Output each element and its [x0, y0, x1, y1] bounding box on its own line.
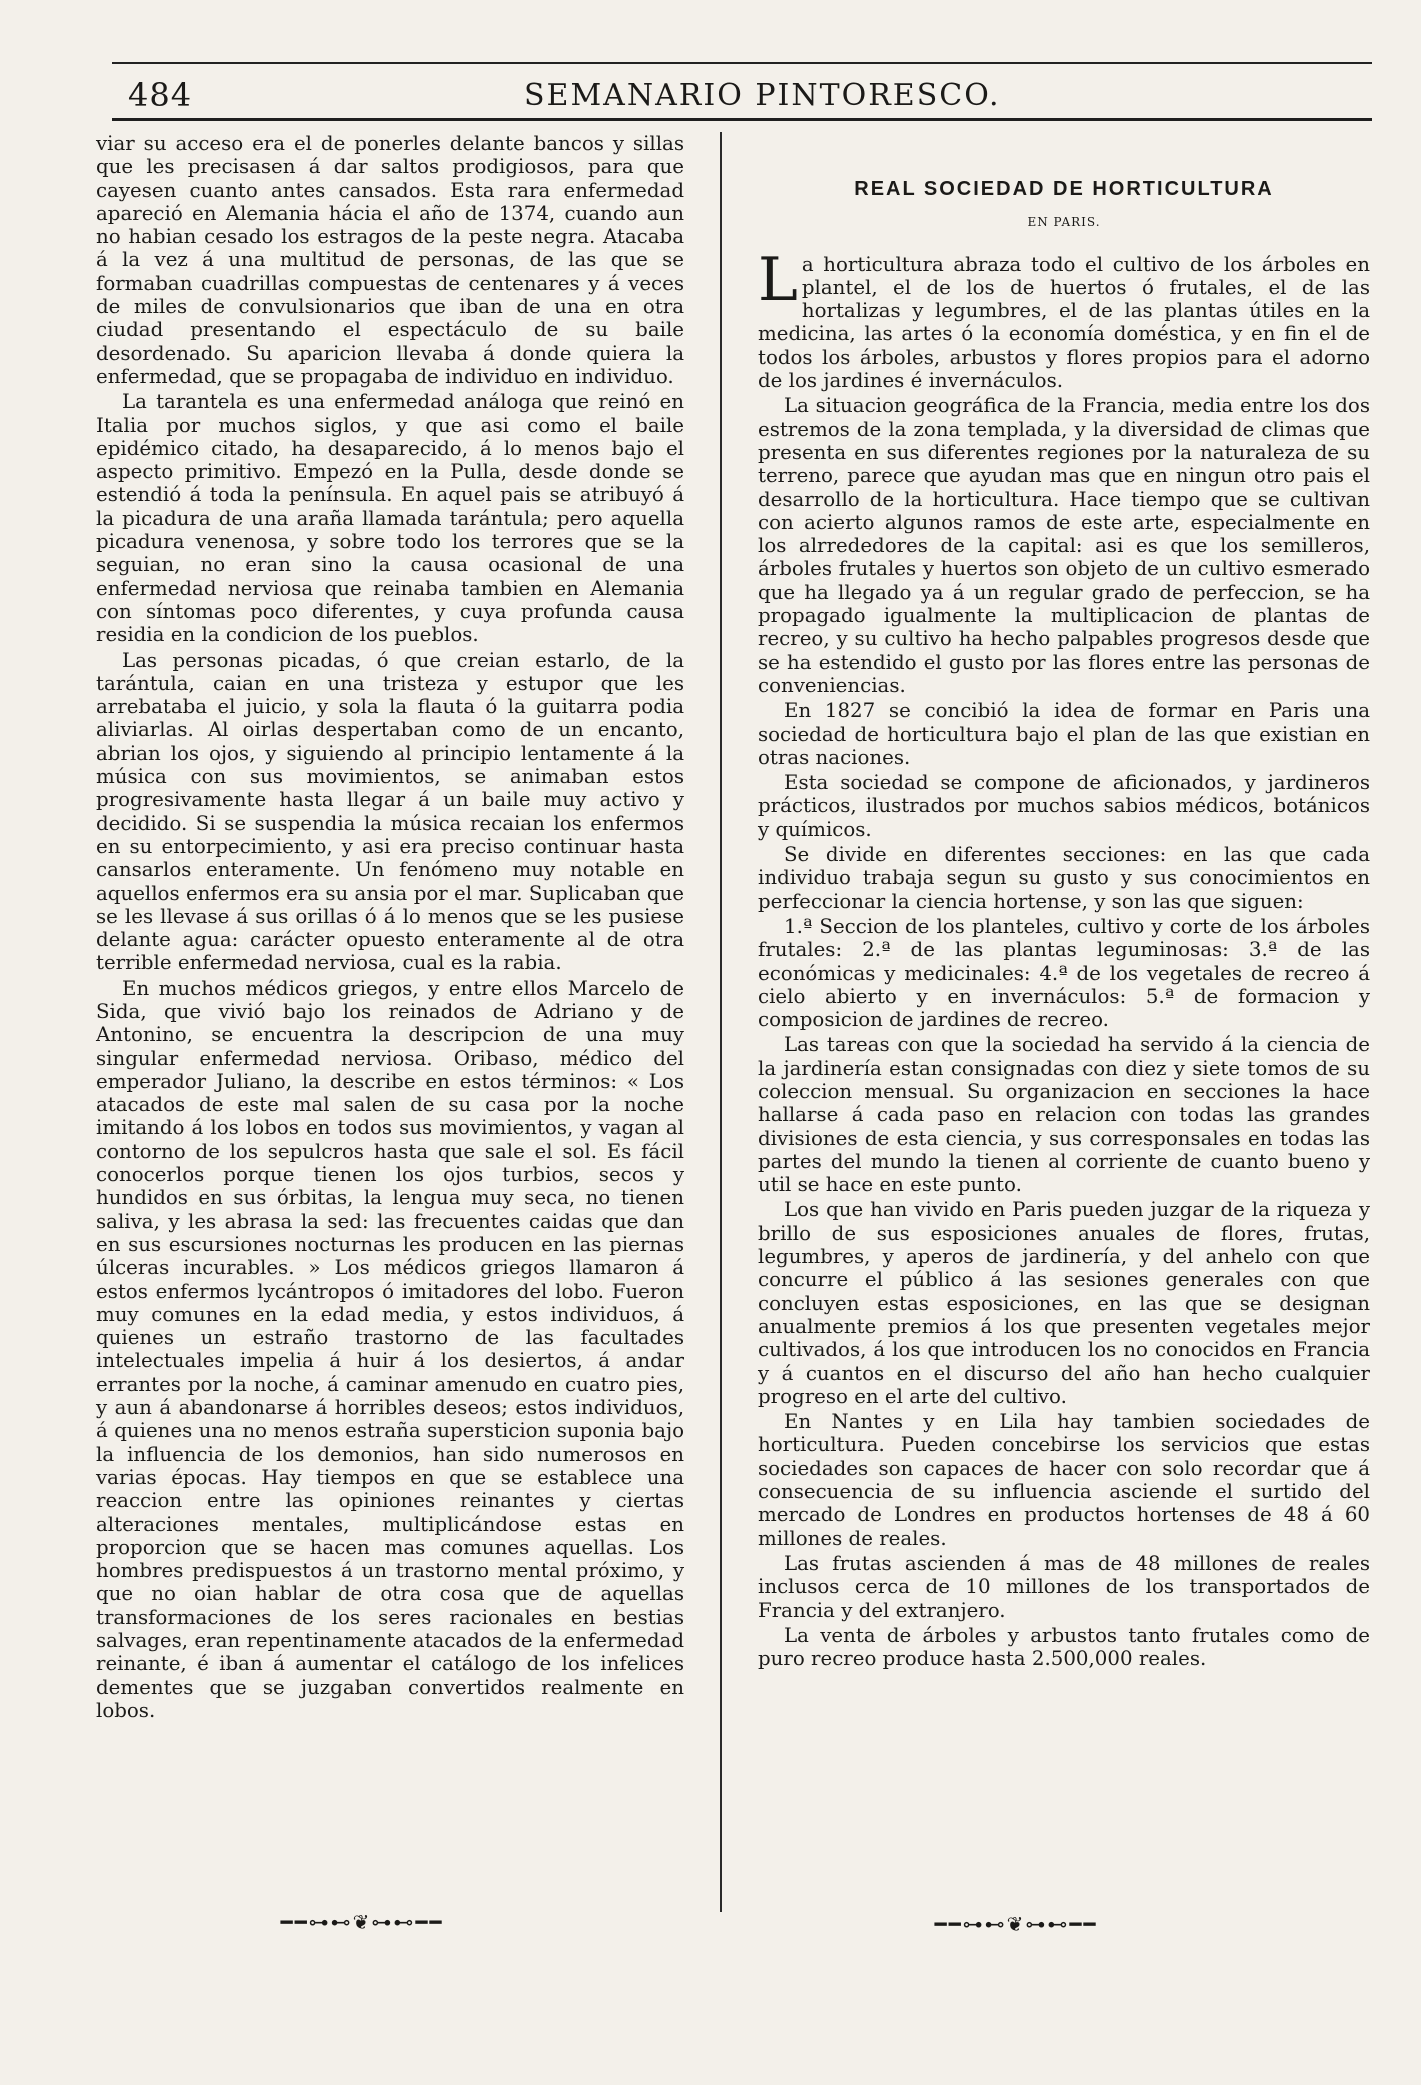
- right-paragraph-3: En 1827 se concibió la idea de formar en Paris una sociedad de horticultura bajo el plan de las que existian en otras naciones.: [758, 699, 1370, 769]
- right-paragraph-1-text: a horticultura abraza todo el cultivo de los árboles en plantel, el de los de huertos ó frutales, el de las hortalizas y legumbres, el de las plantas útiles en la medicina, las artes ó la economía doméstica, y en fin el de todos los árboles, arbustos y flores propios para el adorno de los jardines é invernáculos.: [758, 252, 1370, 393]
- right-column: [758, 132, 1370, 1672]
- right-paragraph-8: Los que han vivido en Paris pueden juzgar de la riqueza y brillo de sus esposiciones anuales de flores, frutas, legumbres, y aperos de jardinería, y del anhelo con que concurre el público á las sesiones generales con que concluyen estas esposiciones, en las que se designan anualmente premios á los que presenten vegetales mejor cultivados, á los que introducen los no conocidos en Francia y á cuantos en el discurso del año han hecho cualquier progreso en el arte del cultivo.: [758, 1198, 1370, 1408]
- drop-cap: L: [758, 244, 798, 315]
- left-paragraph-1: viar su acceso era el de ponerles delante bancos y sillas que les precisasen á dar saltos prodigiosos, para que cayesen cuanto antes cansados. Esta rara enfermedad apareció en Alemania hácia el año de 1374, cuando aun no habian cesado los estragos de la peste negra. Atacaba á la vez á una multitud de personas, de las que se formaban cuadrillas compuestas de centenares y á veces de miles de convulsionarios que iban de una en otra ciudad presentando el espectáculo de su baile desordenado. Su aparicion llevaba á donde quiera la enfermedad, que se propagaba de individuo en individuo.: [96, 132, 684, 388]
- right-paragraph-9: En Nantes y en Lila hay tambien sociedades de horticultura. Pueden concebirse los servicios que estas sociedades son capaces de hacer con solo recordar que á consecuencia de su influencia asciende el surtido del mercado de Londres en productos hortenses de 48 á 60 millones de reales.: [758, 1410, 1370, 1550]
- header-rule: [112, 118, 1372, 121]
- journal-title: SEMANARIO PINTORESCO.: [524, 78, 1001, 113]
- right-paragraph-5: Se divide en diferentes secciones: en las que cada individuo trabaja segun su gusto y sus conocimientos en perfeccionar la ciencia hortense, y son las que siguen:: [758, 843, 1370, 913]
- column-divider: [720, 132, 722, 1912]
- right-paragraph-7: Las tareas con que la sociedad ha servido á la ciencia de la jardinería estan consignadas con diez y siete tomos de su coleccion mensual. Su organizacion en secciones la hace hallarse á cada paso en relacion con todas las grandes divisiones de esta ciencia, y sus corresponsales en todas las partes del mundo la tienen al corriente de cuanto bueno y util se hace en este punto.: [758, 1033, 1370, 1197]
- right-paragraph-6: 1.ª Seccion de los planteles, cultivo y corte de los árboles frutales: 2.ª de las plantas leguminosas: 3.ª de las económicas y medicinales: 4.ª de los vegetales de recreo á cielo abierto y en invernáculos: 5.ª de formacion y composicion de jardines de recreo.: [758, 914, 1370, 1032]
- left-paragraph-3: Las personas picadas, ó que creian estarlo, de la tarántula, caian en una tristeza y estupor que les arrebataba el juicio, y sola la flauta ó la guitarra podia aliviarlas. Al oirlas despertaban como de un encanto, abrian los ojos, y siguiendo al principio lentamente á la música con sus movimientos, se animaban estos progresivamente hasta llegar á un baile muy activo y decidido. Si se suspendia la música recaian los enfermos en su entorpecimiento, y asi era preciso continuar hasta cansarlos enteramente. Un fenómeno muy notable en aquellos enfermos era su ansia por el mar. Suplicaban que se les llevase á sus orillas ó á lo menos que se les pusiese delante agua: carácter opuesto enteramente al de otra terrible enfermedad nerviosa, cual es la rabia.: [96, 648, 684, 975]
- page-number: 484: [128, 76, 193, 114]
- article-subtitle: EN PARIS.: [1027, 215, 1101, 230]
- right-paragraph-10: Las frutas ascienden á mas de 48 millones de reales inclusos cerca de 10 millones de los transportados de Francia y del extranjero.: [758, 1551, 1370, 1622]
- left-paragraph-2: La tarantela es una enfermedad análoga que reinó en Italia por muchos siglos, y que asi como el baile epidémico citado, ha desaparecido, á lo menos bajo el aspecto primitivo. Empezó en la Pulla, desde donde se estendió á toda la península. En aquel pais se atribuyó á la picadura de una araña llamada tarántula; pero aquella picadura venenosa, y sobre todo los terrores que se la seguian, no eran sino la causa ocasional de una enfermedad nerviosa que reinaba tambien en Alemania con síntomas poco diferentes, y cuya profunda causa residia en la condicion de los pueblos.: [96, 390, 684, 647]
- right-paragraph-2: La situacion geográfica de la Francia, media entre los dos estremos de la zona templada, y la diversidad de climas que presenta en sus diferentes regiones por la naturaleza de su terreno, parece que ayudan mas que en ningun otro pais el desarrollo de la horticultura. Hace tiempo que se cultivan con acierto algunos ramos de este arte, especialmente en los alrrededores de la capital: asi es que los semilleros, árboles frutales y huertos son objeto de un cultivo esmerado que ha llegado ya á un regular grado de perfeccion, se ha propagado igualmente la multiplicacion de plantas de recreo, y su cultivo ha hecho palpables progresos desde que se ha estendido el gusto por las flores entre las personas de conveniencias.: [758, 394, 1370, 697]
- right-paragraph-4: Esta sociedad se compone de aficionados, y jardineros prácticos, ilustrados por muchos sabios médicos, botánicos y químicos.: [758, 771, 1370, 841]
- top-rule: [112, 62, 1372, 64]
- right-paragraph-11: La venta de árboles y arbustos tanto frutales como de puro recreo produce hasta 2.500,000 reales.: [758, 1623, 1370, 1671]
- article-title: REAL SOCIEDAD DE HORTICULTURA: [854, 178, 1274, 200]
- right-paragraph-1: [758, 244, 1370, 393]
- left-paragraph-4: En muchos médicos griegos, y entre ellos Marcelo de Sida, que vivió bajo los reinados de Adriano y de Antonino, se encuentra la descripcion de una muy singular enfermedad nerviosa. Oribaso, médico del emperador Juliano, la describe en estos términos: « Los atacados de este mal salen de su casa por la noche imitando á los lobos en todos sus movimientos, y vagan al contorno de los sepulcros hasta que sale el sol. Es fácil conocerlos porque tienen los ojos turbios, secos y hundidos en sus órbitas, la lengua muy seca, no tienen saliva, y les abrasa la sed: las frecuentes caidas que dan en sus escursiones nocturnas les producen en las piernas úlceras incurables. » Los médicos griegos llamaron á estos enfermos lycántropos ó imitadores del lobo. Fueron muy comunes en la edad media, y estos individuos, á quienes un estraño trastorno de las facultades intelectuales impelia á huir á los desiertos, á andar errantes por la noche, á caminar amenudo en cuatro pies, y aun á abandonarse á horribles deseos; estos individuos, á quienes una no menos estraña supersticion suponia bajo la influencia de los demonios, han sido numerosos en varias épocas. Hay tiempos en que se establece una reaccion entre las opiniones reinantes y ciertas alteraciones mentales, multiplicándose estas en proporcion que se hacen mas comunes aquellas. Los hombres predispuestos á un trastorno mental próximo, y que no oian hablar de otra cosa que de aquellas transformaciones de los seres racionales en bestias salvages, eran repentinamente atacados de la enfermedad reinante, é iban á aumentar el catálogo de los infelices dementes que se juzgaban convertidos realmente en lobos.: [96, 976, 684, 1722]
- page-header: [112, 72, 1372, 124]
- left-ornament: ━━⊶⊷❦⊶⊷━━: [280, 1910, 444, 1934]
- right-ornament: ━━⊶⊷❦⊶⊷━━: [934, 1912, 1098, 1936]
- left-column: [96, 132, 684, 1724]
